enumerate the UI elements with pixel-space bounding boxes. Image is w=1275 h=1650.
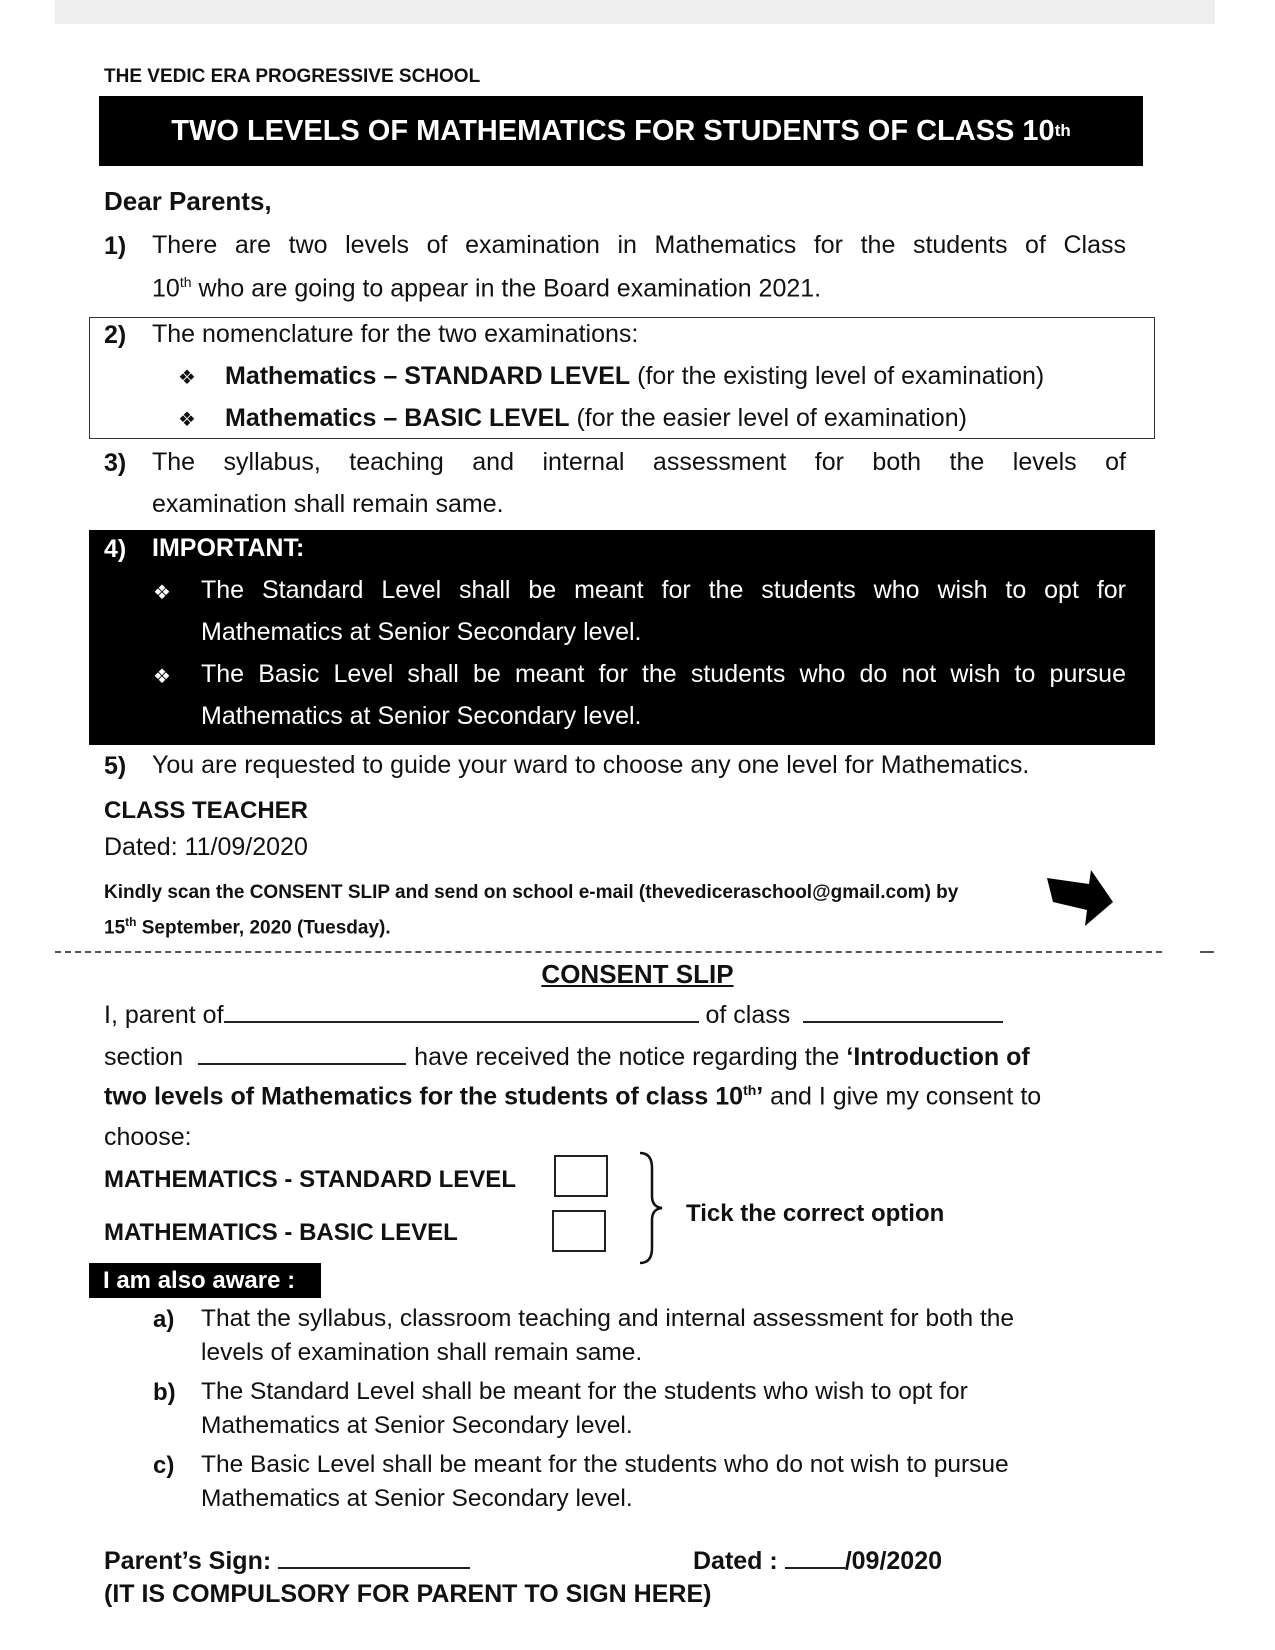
instruction-day-sup: th [125,915,137,929]
cut-line [55,951,1162,953]
point-2-bullet-2-bold: Mathematics – BASIC LEVEL [225,404,570,432]
parent-date-label: Dated : [693,1547,778,1575]
compulsory-note: (IT IS COMPULSORY FOR PARENT TO SIGN HERE) [104,1580,712,1608]
important-heading: IMPORTANT: [152,534,305,562]
aware-heading: I am also aware : [89,1263,321,1298]
important-bullet-2-line-2: Mathematics at Senior Secondary level. [201,702,642,730]
point-5-number: 5) [104,752,127,780]
consent-line-1 [104,999,1003,1028]
point-5-text: You are requested to guide your ward to choose any one level for Mathematics. [152,751,1030,779]
received-text: have received the notice regarding the [414,1043,847,1071]
point-1-number: 1) [104,232,127,260]
option-standard-label: MATHEMATICS - STANDARD LEVEL [104,1166,516,1193]
aware-b-line-1: The Standard Level shall be meant for the students who wish to opt for [201,1378,968,1405]
point-2-bullet-2-rest: (for the easier level of examination) [569,404,967,432]
point-3-line-1: The syllabus, teaching and internal assessment for both the levels of [152,448,1126,476]
consent-text: and I give my consent to [763,1082,1042,1111]
notice-title-text: TWO LEVELS OF MATHEMATICS FOR STUDENTS OF CLASS 10 [171,114,1055,147]
consent-slip-heading: CONSENT SLIP [541,959,734,989]
point-2-number: 2) [104,321,127,349]
standard-level-checkbox[interactable] [554,1155,608,1197]
page-top-bar [55,0,1215,24]
point-2-text: The nomenclature for the two examinations: [152,320,639,348]
aware-a-letter: a) [153,1306,175,1333]
instruction-line-1: Kindly scan the CONSENT SLIP and send on school e-mail (thevediceraschool@gmail.com) by [104,882,959,903]
school-name: THE VEDIC ERA PROGRESSIVE SCHOOL [104,66,481,87]
instruction-day: 15 [104,917,126,939]
parent-sign-blank[interactable] [278,1545,470,1569]
tick-note: Tick the correct option [686,1200,945,1227]
section-blank[interactable] [198,1041,406,1065]
aware-b-letter: b) [153,1379,176,1406]
class-teacher: CLASS TEACHER [104,797,309,824]
class-label: of class [705,1001,791,1029]
brace-icon [636,1150,666,1266]
point-1-class-sup: th [179,274,192,290]
aware-a-line-1: That the syllabus, classroom teaching and internal assessment for both the [201,1305,1015,1332]
parent-of-label: I, parent of [104,1001,224,1029]
point-1-line-1: There are two levels of examination in Mathematics for the students of Class [152,231,1126,259]
point-1-line-2 [152,275,821,301]
diamond-bullet-icon: ❖ [178,367,196,389]
notice-title [99,96,1143,166]
introduction-bold: ‘Introduction of [846,1043,1030,1071]
aware-b-line-2: Mathematics at Senior Secondary level. [201,1412,633,1439]
point-1-class-num: 10 [152,274,180,303]
parent-of-blank[interactable] [224,999,699,1023]
notice-date: Dated: 11/09/2020 [104,833,308,861]
parent-date-row [693,1545,942,1576]
greeting: Dear Parents, [104,186,272,216]
class-blank[interactable] [803,999,1003,1023]
important-bullet-2-line-1: The Basic Level shall be meant for the students who do not wish to pursue [201,660,1126,688]
parent-date-blank[interactable] [785,1545,845,1569]
parent-date-suffix: /09/2020 [844,1547,943,1575]
point-2-bullet-1-rest: (for the existing level of examination) [630,362,1045,390]
section-label: section [104,1043,184,1071]
diamond-bullet-icon: ❖ [178,409,196,431]
point-1-class-rest: who are going to appear in the Board examination 2021. [191,274,822,303]
important-bullet-1-line-1: The Standard Level shall be meant for the students who wish to opt for [201,576,1126,604]
parent-sign-label: Parent’s Sign: [104,1547,272,1575]
point-3-line-2: examination shall remain same. [152,490,504,518]
point-2-bullet-2 [225,406,967,431]
point-3-number: 3) [104,449,127,477]
two-levels-sup: th [743,1082,757,1098]
notice-title-sup: th [1054,121,1071,140]
choose-label: choose: [104,1123,192,1151]
consent-line-3 [104,1083,1041,1109]
point-4-number: 4) [104,535,127,563]
important-bullet-1-line-2: Mathematics at Senior Secondary level. [201,618,642,646]
consent-line-2 [104,1041,1030,1070]
basic-level-checkbox[interactable] [552,1210,606,1252]
two-levels-bold: two levels of Mathematics for the students of class 10 [104,1082,744,1111]
aware-c-line-2: Mathematics at Senior Secondary level. [201,1485,633,1512]
aware-c-line-1: The Basic Level shall be meant for the students who do not wish to pursue [201,1451,1009,1478]
aware-c-letter: c) [153,1452,175,1479]
instruction-date-rest: September, 2020 (Tuesday). [136,917,391,939]
aware-a-line-2: levels of examination shall remain same. [201,1339,643,1366]
quote-close: ’ [756,1082,764,1111]
point-2-bullet-1-bold: Mathematics – STANDARD LEVEL [225,362,631,390]
arrow-pointer-icon [1045,862,1115,930]
instruction-line-2 [104,915,391,939]
parent-sign-row [104,1545,470,1576]
option-basic-label: MATHEMATICS - BASIC LEVEL [104,1219,458,1246]
point-2-bullet-1 [225,364,1044,389]
diamond-bullet-icon: ❖ [153,666,171,688]
cut-line-end [1200,951,1214,953]
diamond-bullet-icon: ❖ [153,582,171,604]
